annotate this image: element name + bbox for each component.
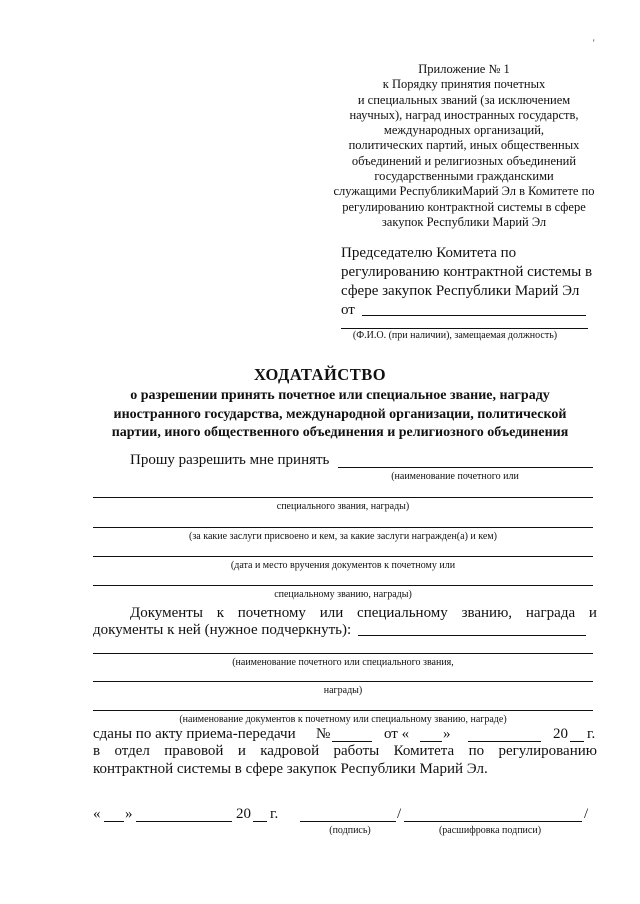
from-name-field[interactable] xyxy=(362,315,586,316)
documents-word: званию, xyxy=(461,605,513,621)
handover-word: в xyxy=(93,743,101,759)
sign-day-field[interactable] xyxy=(104,821,124,822)
handover-from-quote: от « xyxy=(384,726,410,742)
addressee-from-label: от xyxy=(341,302,355,318)
addressee-line: сфере закупок Республики Марий Эл xyxy=(341,283,580,299)
handover-line-3: контрактной системы в сфере закупок Республики Марий Эл. xyxy=(93,761,488,777)
handover-word: регулированию xyxy=(498,743,597,759)
sign-year-field[interactable] xyxy=(253,821,267,822)
documents-word: почетному xyxy=(237,605,306,621)
act-year-field[interactable] xyxy=(570,741,584,742)
documents-list-field[interactable] xyxy=(93,710,593,711)
date-year-suffix: г. xyxy=(270,806,279,822)
appendix-block xyxy=(318,62,610,230)
signature-decode-field[interactable] xyxy=(404,821,582,822)
handover-word: работы xyxy=(333,743,380,759)
signature-caption: (подпись) xyxy=(329,825,371,836)
request-caption: специальному званию, награды) xyxy=(274,589,412,600)
handover-word: правовой xyxy=(164,743,224,759)
documents-line-1 xyxy=(130,605,597,622)
handover-date-place-field[interactable] xyxy=(93,556,593,557)
signature-slash: / xyxy=(397,806,402,822)
appendix-line: объединений и религиозных объединений xyxy=(351,153,577,168)
subtitle-line: иностранного государства, международной организации, политической xyxy=(113,406,567,422)
handover-line-2 xyxy=(93,743,597,760)
corner-mark: ' xyxy=(593,38,595,48)
handover-year-prefix: 20 xyxy=(553,726,568,742)
documents-word: награда xyxy=(525,605,576,621)
documents-caption: (наименование почетного или специального звания, xyxy=(232,657,454,668)
request-caption: (за какие заслуги присвоено и кем, за какие заслуги награжден(а) и кем) xyxy=(189,531,497,542)
position-field[interactable] xyxy=(341,328,588,329)
request-caption: (наименование почетного или xyxy=(391,471,519,482)
appendix-line: регулированию контрактной системы в сфере xyxy=(342,199,586,214)
documents-award-field[interactable] xyxy=(93,681,593,682)
documents-caption: награды) xyxy=(323,685,363,696)
handover-act-text: сданы по акту приема-передачи xyxy=(93,726,296,742)
documents-caption: (наименование документов к почетному или специальному званию, награде) xyxy=(179,714,507,725)
merits-field[interactable] xyxy=(93,527,593,528)
act-day-field[interactable] xyxy=(420,741,442,742)
act-number-field[interactable] xyxy=(332,741,372,742)
addressee-line: регулированию контрактной системы в xyxy=(341,264,593,280)
decode-caption: (расшифровка подписи) xyxy=(438,825,542,836)
request-caption: специального звания, награды) xyxy=(276,501,410,512)
date-year-prefix: 20 xyxy=(236,806,251,822)
act-month-field[interactable] xyxy=(468,741,541,742)
documents-word: специальному xyxy=(357,605,448,621)
handover-word: и xyxy=(237,743,246,759)
appendix-line: служащими РеспубликиМарий Эл в Комитете по xyxy=(333,184,595,199)
appendix-line: к Порядку принятия почетных xyxy=(382,77,546,92)
handover-word: кадровой xyxy=(260,743,320,759)
request-caption: (дата и место вручения документов к почетному или xyxy=(230,560,456,571)
document-title: ХОДАТАЙСТВО xyxy=(253,365,387,384)
date-close-quote: » xyxy=(125,806,133,822)
subtitle-line: о разрешении принять почетное или специальное звание, награду xyxy=(130,388,550,403)
appendix-line: политических партий, иных общественных xyxy=(348,138,580,153)
subtitle-line: партии, иного общественного объединения и религиозного объединения xyxy=(111,425,569,440)
addressee-caption: (Ф.И.О. (при наличии), замещаемая должность) xyxy=(352,330,558,341)
signature-field[interactable] xyxy=(300,821,396,822)
appendix-line: научных), наград иностранных государств, xyxy=(349,107,579,122)
appendix-line: государственными гражданскими xyxy=(374,169,554,184)
award-name-field-2[interactable] xyxy=(93,497,593,498)
sign-month-field[interactable] xyxy=(136,821,232,822)
documents-word: Документы xyxy=(130,605,203,621)
documents-underline-field[interactable] xyxy=(358,635,586,636)
handover-number-sign: № xyxy=(316,726,331,742)
documents-word: или xyxy=(319,605,344,621)
signature-slash-end: / xyxy=(584,806,589,822)
handover-word: по xyxy=(468,743,485,759)
appendix-line: Приложение № 1 xyxy=(418,62,510,76)
appendix-line: и специальных званий (за исключением xyxy=(357,92,571,107)
addressee-block xyxy=(341,244,592,320)
request-text: Прошу разрешить мне принять xyxy=(130,452,330,468)
appendix-line: закупок Республики Марий Эл xyxy=(381,214,547,229)
documents-word: и xyxy=(588,605,597,621)
handover-close-quote: » xyxy=(443,726,451,742)
handover-word: Комитета xyxy=(393,743,455,759)
date-open-quote: « xyxy=(93,806,101,822)
documents-line-2: документы к ней (нужное подчеркнуть): xyxy=(93,622,352,638)
document-subtitle xyxy=(80,387,600,443)
handover-year-suffix: г. xyxy=(587,726,596,742)
award-name-field[interactable] xyxy=(338,467,593,468)
appendix-line: международных организаций, xyxy=(383,123,545,138)
documents-word: к xyxy=(216,605,224,621)
documents-name-field[interactable] xyxy=(93,653,593,654)
handover-date-place-field-2[interactable] xyxy=(93,585,593,586)
handover-word: отдел xyxy=(114,743,150,759)
addressee-line: Председателю Комитета по xyxy=(341,245,517,261)
